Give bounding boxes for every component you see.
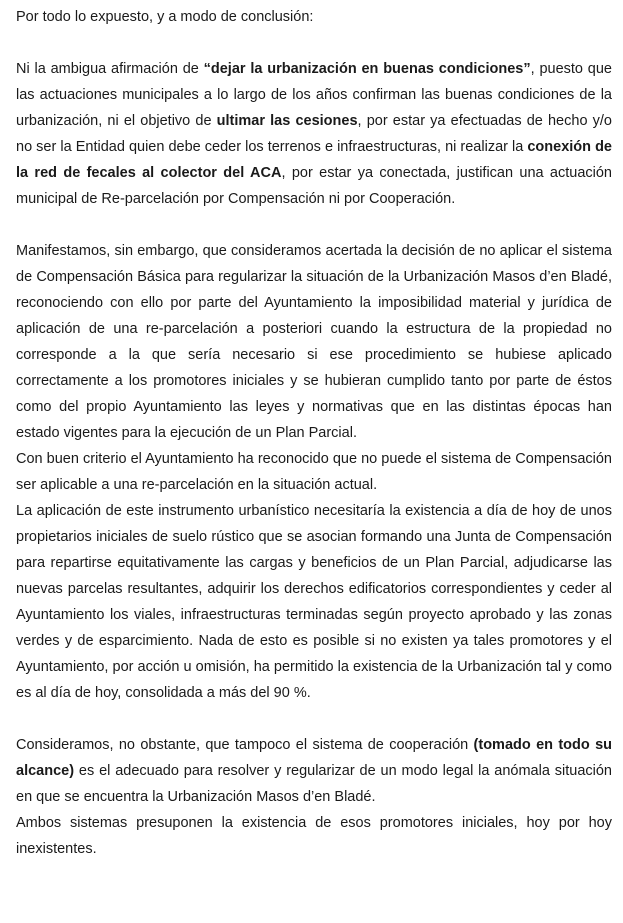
- bold-text-run: “dejar la urbanización en buenas condiciones”: [203, 61, 531, 77]
- paragraph: [16, 732, 612, 810]
- paragraphs-container: [16, 4, 612, 862]
- paragraph: [16, 56, 612, 212]
- text-run: , por estar ya conectada, justifican una actuación municipal de Re-parcelación por Compensación ni por Cooperación.: [16, 165, 612, 207]
- text-run: , puesto que las actuaciones municipales a lo largo de los años confirman las buenas condiciones de la urbanización, ni el objetivo de: [16, 61, 612, 129]
- paragraph: [16, 238, 612, 446]
- text-run: Con buen criterio el Ayuntamiento ha reconocido que no puede el sistema de Compensación ser aplicable a una re-parcelación en la situación actual.: [16, 451, 612, 493]
- paragraph: [16, 4, 612, 30]
- text-run: Por todo lo expuesto, y a modo de conclusión:: [16, 9, 314, 25]
- text-run: , por estar ya efectuadas de hecho y/o no ser la Entidad quien debe ceder los terrenos e infraestructuras, ni realizar la: [16, 113, 612, 155]
- text-run: Ambos sistemas presuponen la existencia de esos promotores iniciales, hoy por hoy inexistentes.: [16, 815, 612, 857]
- text-run: es el adecuado para resolver y regularizar de un modo legal la anómala situación en que se encuentra la Urbanización Masos d’en Bladé.: [16, 763, 612, 805]
- text-run: Manifestamos, sin embargo, que consideramos acertada la decisión de no aplicar el sistema de Compensación Básica para regularizar la situación de la Urbanización Masos d’en Bladé, reconociendo con ello por parte del Ayuntamiento la imposibilidad material y jurídica de aplicación de una re-parcelación a posteriori cuando la estructura de la propiedad no corresponde a la que sería necesario si ese procedimiento se hubiese aplicado correctamente a los promotores iniciales y se hubieran cumplido tanto por parte de éstos como del propio Ayuntamiento las leyes y normativas que en las distintas épocas han estado vigentes para la ejecución de un Plan Parcial.: [16, 243, 612, 441]
- bold-text-run: (tomado en todo su alcance): [16, 737, 612, 779]
- text-run: Ni la ambigua afirmación de: [16, 61, 204, 77]
- paragraph: [16, 498, 612, 706]
- paragraph: [16, 446, 612, 498]
- text-run: Consideramos, no obstante, que tampoco el sistema de cooperación: [16, 737, 474, 753]
- text-run: La aplicación de este instrumento urbanístico necesitaría la existencia a día de hoy de unos propietarios iniciales de suelo rústico que se asocian formando una Junta de Compensación para repartirse equitativamente las cargas y beneficios de un Plan Parcial, adjudicarse las nuevas parcelas resultantes, adquirir los derechos edificatorios correspondientes y ceder al Ayuntamiento los viales, infraestructuras terminadas según proyecto aprobado y las zonas verdes y de esparcimiento. Nada de esto es posible si no existen ya tales promotores y el Ayuntamiento, por acción u omisión, ha permitido la existencia de la Urbanización tal y como es al día de hoy, consolidada a más del 90 %.: [16, 503, 612, 701]
- bold-text-run: ultimar las cesiones: [216, 113, 358, 129]
- paragraph: [16, 810, 612, 862]
- bold-text-run: conexión de la red de fecales al colector del ACA: [16, 139, 612, 181]
